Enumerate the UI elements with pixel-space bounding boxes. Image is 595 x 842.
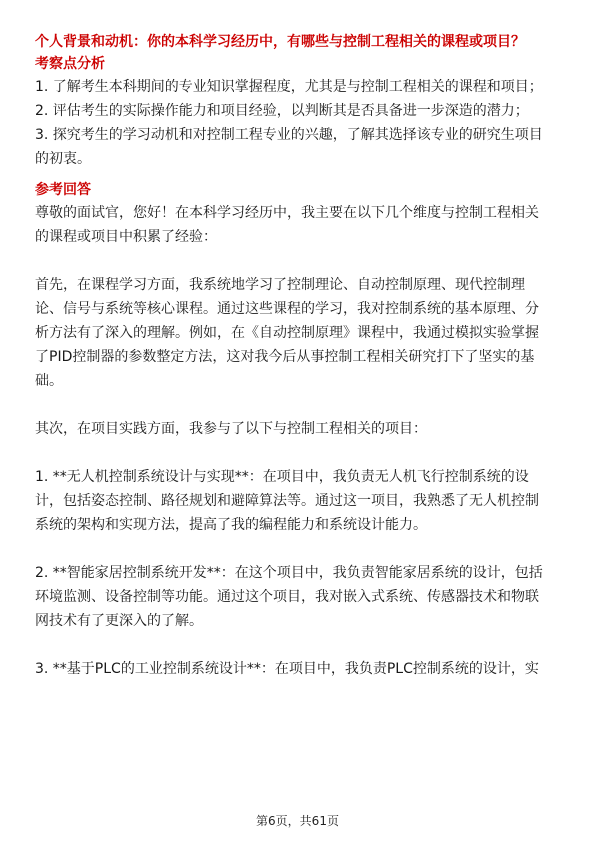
analysis-line: 的初衷。 <box>35 151 91 167</box>
paragraph-courses-line: 础。 <box>35 373 63 389</box>
project-item-2-line: 网技术有了更深入的了解。 <box>35 613 203 629</box>
document-body <box>35 31 563 681</box>
paragraph-courses-line: 析方法有了深入的理解。例如，在《自动控制原理》课程中，我通过模拟实验掌握 <box>35 325 539 341</box>
analysis-line: 1. 了解考生本科期间的专业知识掌握程度，尤其是与控制工程相关的课程和项目； <box>35 79 543 95</box>
project-item-2-line: 2. **智能家居控制系统开发**：在这个项目中，我负责智能家居系统的设计，包括 <box>35 565 543 581</box>
project-item-1-line: 1. **无人机控制系统设计与实现**：在项目中，我负责无人机飞行控制系统的设 <box>35 469 529 485</box>
paragraph-courses-line: 论、信号与系统等核心课程。通过这些课程的学习，我对控制系统的基本原理、分 <box>35 301 539 317</box>
analysis-line: 2. 评估考生的实际操作能力和项目经验，以判断其是否具备进一步深造的潜力； <box>35 103 529 119</box>
answer-intro-line: 的课程或项目中积累了经验： <box>35 229 217 245</box>
answer-intro-line: 尊敬的面试官，您好！在本科学习经历中，我主要在以下几个维度与控制工程相关 <box>35 205 539 221</box>
question-title: 个人背景和动机：你的本科学习经历中，有哪些与控制工程相关的课程或项目？ <box>35 34 525 50</box>
paragraph-courses-line: 了PID控制器的参数整定方法，这对我今后从事控制工程相关研究打下了坚实的基 <box>35 349 535 365</box>
project-item-1-line: 计，包括姿态控制、路径规划和避障算法等。通过这一项目，我熟悉了无人机控制 <box>35 493 539 509</box>
project-item-1-line: 系统的架构和实现方法，提高了我的编程能力和系统设计能力。 <box>35 517 427 533</box>
paragraph-courses-line: 首先，在课程学习方面，我系统地学习了控制理论、自动控制原理、现代控制理 <box>35 277 525 293</box>
paragraph-projects-line: 其次，在项目实践方面，我参与了以下与控制工程相关的项目： <box>35 421 427 437</box>
analysis-heading: 考察点分析 <box>35 56 105 72</box>
project-item-2-line: 环境监测、设备控制等功能。通过这个项目，我对嵌入式系统、传感器技术和物联 <box>35 589 539 605</box>
answer-heading: 参考回答 <box>35 182 91 198</box>
analysis-line: 3. 探究考生的学习动机和对控制工程专业的兴趣，了解其选择该专业的研究生项目 <box>35 127 543 143</box>
project-item-3-line: 3. **基于PLC的工业控制系统设计**：在项目中，我负责PLC控制系统的设计，实 <box>35 661 539 677</box>
page-number: 第6页，共61页 <box>256 814 339 828</box>
